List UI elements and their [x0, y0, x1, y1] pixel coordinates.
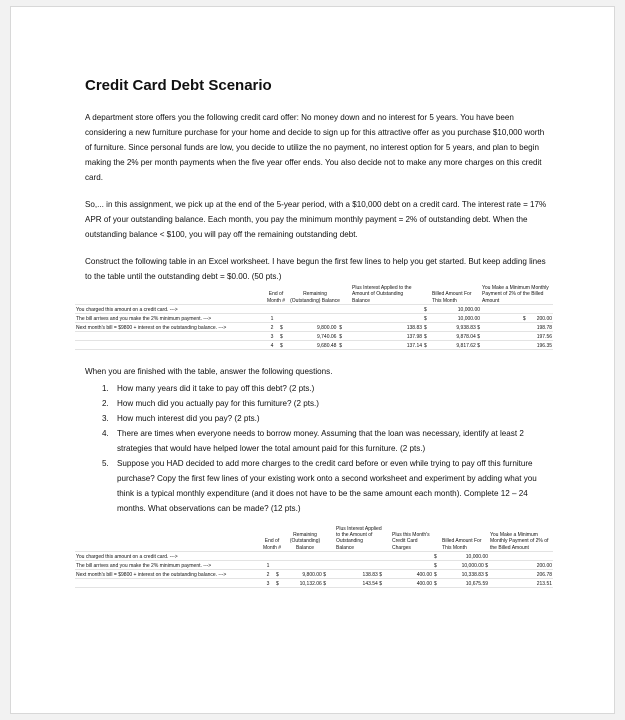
cell-interest [351, 313, 423, 322]
col-header-payment: You Make a Minimum Monthly Payment of 2% of the Billed Amount [481, 285, 553, 304]
dollar-sign: $ [323, 580, 327, 587]
cell-remaining: 9,740.06 [316, 333, 337, 340]
dollar-sign: $ [433, 552, 441, 561]
cell-remaining: 10,132.06 [299, 580, 322, 587]
row-label: Next month's bill = $9800 + interest on the outstanding balance. ---> [75, 322, 265, 331]
list-item: 3. How much interest did you pay? (2 pts.) [111, 411, 553, 426]
spreadsheet-table-2 [75, 526, 553, 588]
col-header-remaining: Remaining (Outstanding) Balance [283, 526, 327, 552]
cell-month: 1 [261, 561, 275, 570]
table-row [75, 304, 553, 313]
dollar-sign: $ [522, 315, 526, 322]
dollar-sign: $ [423, 304, 431, 313]
cell-billed: 10,000.00 [441, 552, 489, 561]
cell-remaining [283, 561, 327, 570]
dollar-sign: $ [423, 313, 431, 322]
cell-interest [351, 304, 423, 313]
cell-billed: 10,000.00 [431, 304, 481, 313]
table-row [75, 552, 553, 561]
cell-remaining: 9,680.48 [316, 342, 337, 349]
list-item: 2. How much did you actually pay for this furniture? (2 pts.) [111, 396, 553, 411]
cell-payment: 200.00 [489, 561, 553, 570]
dollar-sign: $ [279, 331, 287, 340]
cell-interest: 138.83 [351, 322, 423, 331]
cell-billed: 9,878.04 [456, 333, 476, 340]
table-header-row [75, 526, 553, 552]
cell-month: 3 [261, 579, 275, 588]
dollar-sign: $ [339, 342, 343, 349]
cell-remaining [283, 552, 327, 561]
cell-charges [391, 561, 433, 570]
dollar-sign: $ [379, 571, 383, 578]
cell-billed: 10,000.00 [461, 562, 484, 569]
cell-month: 4 [265, 340, 279, 349]
document-content [75, 77, 553, 588]
col-header-payment: You Make a Minimum Monthly Payment of 2% of the Billed Amount [489, 526, 553, 552]
cell-interest: 137.14 [351, 340, 423, 349]
paragraph-instructions: Construct the following table in an Excel worksheet. I have begun the first few lines to help you get started. But keep adding lines to the table until the outstanding debt = $0.00. (50 pts.) [85, 257, 546, 281]
cell-month: 3 [265, 331, 279, 340]
cell-interest [335, 552, 383, 561]
cell-interest: 138.83 [362, 571, 378, 578]
cell-month: 2 [265, 322, 279, 331]
dollar-sign: $ [433, 561, 441, 570]
cell-payment: 206.78 [489, 570, 553, 579]
col-header-remaining: Remaining (Outstanding) Balance [287, 285, 343, 304]
dollar-sign: $ [323, 571, 327, 578]
row-label [75, 579, 261, 588]
list-item: 1. How many years did it take to pay off this debt? (2 pts.) [111, 381, 553, 396]
table-row [75, 561, 553, 570]
cell-charges: 400.00 [391, 579, 433, 588]
cell-charges: 400.00 [391, 570, 433, 579]
cell-charges [391, 552, 433, 561]
cell-payment: 196.35 [481, 340, 553, 349]
cell-payment: 198.78 [481, 322, 553, 331]
row-label: You charged this amount on a credit card. ---> [75, 552, 261, 561]
table-row [75, 331, 553, 340]
cell-remaining [287, 313, 343, 322]
dollar-sign: $ [433, 570, 441, 579]
row-label: You charged this amount on a credit card. ---> [75, 304, 265, 313]
dollar-sign: $ [379, 580, 383, 587]
spreadsheet-table-1 [75, 285, 553, 350]
dollar-sign: $ [433, 579, 441, 588]
paragraph-assignment: So,... in this assignment, we pick up at the end of the 5-year period, with a $10,000 debt on a credit card. The interest rate = 17% APR of your outstanding balance. Each month, you pay the minimum monthly payment = 2% of outstanding debt. When the outstanding balance < $100, you will pay off the remaining outstanding debt. [85, 200, 547, 239]
dollar-sign: $ [339, 324, 343, 331]
row-label: The bill arrives and you make the 2% minimum payment. ---> [75, 313, 265, 322]
cell-payment [481, 304, 553, 313]
table-row [75, 322, 553, 331]
dollar-sign: $ [279, 322, 287, 331]
paragraph-offer: A department store offers you the following credit card offer: No money down and no interest for 5 years. You have been considering a new furniture purchase for your home and decide to sign up for this attractive offer as you purchase $10,000 worth of furniture. Since personal funds are low, you decide to utilize the no payment, no interest option for 5 years, and plan to begin making the 2% per month payments when the five year offer ends. You also decide not to make any more charges on this credit card. [85, 113, 545, 182]
cell-remaining: 9,800.00 [302, 571, 322, 578]
col-header-charges: Plus this Month's Credit Card Charges [391, 526, 433, 552]
col-header-interest: Plus Interest Applied to the Amount of Outstanding Balance [336, 525, 382, 551]
document-page [10, 6, 615, 714]
questions-intro: When you are finished with the table, answer the following questions. [85, 366, 333, 376]
dollar-sign: $ [477, 333, 481, 340]
row-label [75, 331, 265, 340]
cell-remaining: 9,800.00 [316, 324, 337, 331]
row-label: The bill arrives and you make the 2% minimum payment. ---> [75, 561, 261, 570]
cell-month: 2 [261, 570, 275, 579]
dollar-sign: $ [339, 333, 343, 340]
cell-payment: 213.51 [489, 579, 553, 588]
row-label: Next month's bill = $9800 + interest on the outstanding balance. ---> [75, 570, 261, 579]
cell-billed: 10,000.00 [431, 313, 481, 322]
dollar-sign: $ [423, 322, 431, 331]
cell-month [265, 304, 279, 313]
cell-billed: 9,817.62 [456, 342, 476, 349]
cell-interest: 137.98 [351, 331, 423, 340]
table-header-row [75, 285, 553, 304]
col-header-interest: Plus Interest Applied to the Amount of Outstanding Balance [351, 285, 423, 304]
cell-month: 1 [265, 313, 279, 322]
dollar-sign: $ [275, 570, 283, 579]
cell-billed: 10,675.59 [441, 579, 489, 588]
cell-remaining [287, 304, 343, 313]
dollar-sign: $ [275, 579, 283, 588]
dollar-sign: $ [477, 324, 481, 331]
cell-interest [335, 561, 383, 570]
list-item: 5. Suppose you HAD decided to add more charges to the credit card before or even while trying to pay off this furniture purchase? Copy the first few lines of your existing work onto a second worksheet and experiment by adding what you think is a typical monthly expenditure (and it does not have to be the same amount each month). Complete 12 – 24 months. What observations can be made? (12 pts.) [111, 456, 553, 516]
cell-billed: 10,338.83 [461, 571, 484, 578]
table-row [75, 579, 553, 588]
table-row [75, 570, 553, 579]
dollar-sign: $ [423, 331, 431, 340]
col-header-billed: Billed Amount For This Month [431, 285, 481, 304]
dollar-sign: $ [279, 340, 287, 349]
dollar-sign: $ [485, 571, 489, 578]
row-label [75, 340, 265, 349]
dollar-sign: $ [477, 342, 481, 349]
table-row [75, 340, 553, 349]
col-header-month: End of Month # [261, 526, 283, 552]
col-header-month: End of Month # [265, 285, 287, 304]
cell-payment: 197.56 [481, 331, 553, 340]
cell-payment: 200.00 [536, 315, 553, 322]
cell-month [261, 552, 275, 561]
dollar-sign: $ [485, 562, 489, 569]
page-title: Credit Card Debt Scenario [85, 77, 272, 94]
col-header-billed: Billed Amount For This Month [441, 526, 489, 552]
list-item: 4. There are times when everyone needs to borrow money. Assuming that the loan was necessary, identify at least 2 strategies that would have helped lower the total amount paid for this furniture. (2 pts.) [111, 426, 553, 456]
questions-list [75, 381, 553, 516]
cell-billed: 9,938.83 [456, 324, 476, 331]
dollar-sign: $ [423, 340, 431, 349]
table-row [75, 313, 553, 322]
cell-interest: 143.54 [362, 580, 378, 587]
cell-payment [489, 552, 553, 561]
